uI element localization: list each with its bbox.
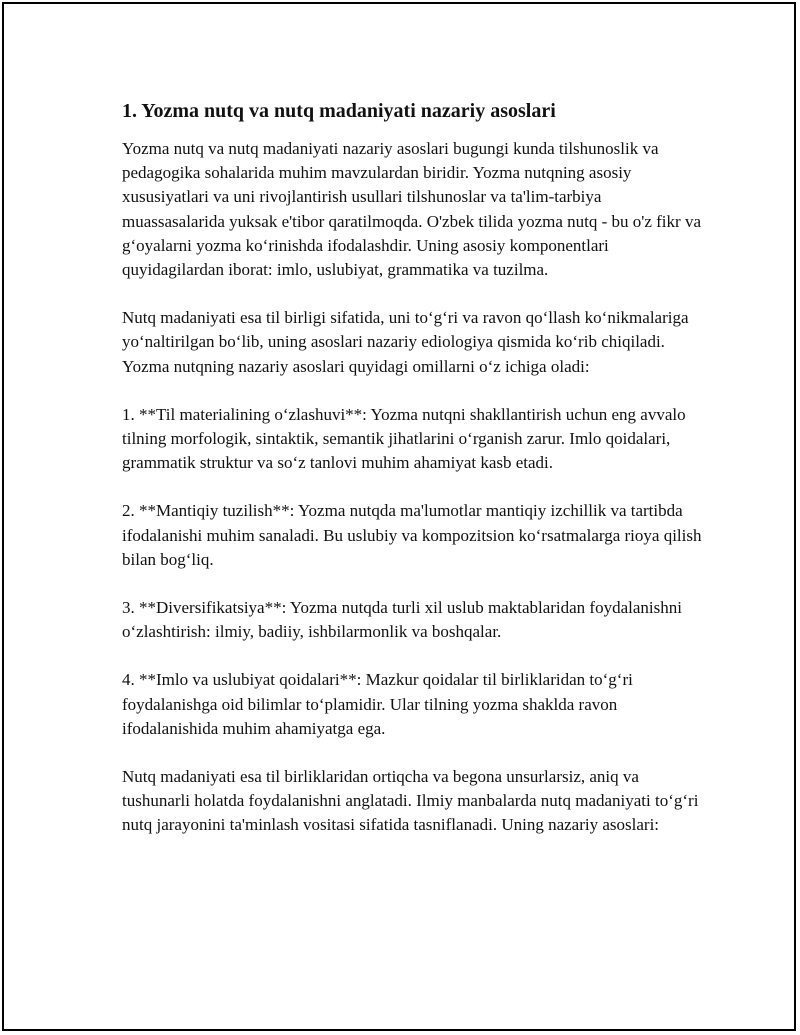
- section-title: 1. Yozma nutq va nutq madaniyati nazariy asoslari: [122, 100, 556, 122]
- paragraph-speech-culture: Nutq madaniyati esa til birligi sifatida, uni to‘g‘ri va ravon qo‘llash ko‘nikmalariga yo‘naltirilgan bo‘lib, uning asoslari nazariy ediologiya qismida ko‘rib chiqiladi. Yozma nutqning nazariy asoslari quyidagi omillarni o‘z ichiga oladi:: [122, 308, 689, 376]
- page-frame: [2, 2, 796, 1031]
- document-body: [122, 99, 702, 862]
- paragraph-conclusion: Nutq madaniyati esa til birliklaridan ortiqcha va begona unsurlarsiz, aniq va tushunarli holatda foydalanishni anglatadi. Ilmiy manbalarda nutq madaniyati to‘g‘ri nutq jarayonini ta'minlash vositasi sifatida tasniflanadi. Uning nazariy asoslari:: [122, 767, 699, 835]
- list-item-4: 4. **Imlo va uslubiyat qoidalari**: Mazkur qoidalar til birliklaridan to‘g‘ri foydalanishga oid bilimlar to‘plamidir. Ular tilning yozma shaklda ravon ifodalanishida muhim ahamiyatga ega.: [122, 670, 633, 738]
- paragraph-intro: Yozma nutq va nutq madaniyati nazariy asoslari bugungi kunda tilshunoslik va pedagogika sohalarida muhim mavzulardan biridir. Yozma nutqning asosiy xususiyatlari va uni rivojlantirish usullari tilshunoslar va ta'lim-tarbiya muassasalarida yuksak e'tibor qaratilmoqda. O'zbek tilida yozma nutq - bu o'z fikr va g‘oyalarni yozma ko‘rinishda ifodalashdir. Uning asosiy komponentlari quyidagilardan iborat: imlo, uslubiyat, grammatika va tuzilma.: [122, 139, 701, 280]
- list-item-3: 3. **Diversifikatsiya**: Yozma nutqda turli xil uslub maktablaridan foydalanishni o‘zlashtirish: ilmiy, badiiy, ishbilarmonlik va boshqalar.: [122, 598, 682, 642]
- list-item-2: 2. **Mantiqiy tuzilish**: Yozma nutqda ma'lumotlar mantiqiy izchillik va tartibda ifodalanishi muhim sanaladi. Bu uslubiy va kompozitsion ko‘rsatmalarga rioya qilish bilan bog‘liq.: [122, 501, 702, 569]
- list-item-1: 1. **Til materialining o‘zlashuvi**: Yozma nutqni shakllantirish uchun eng avvalo tilning morfologik, sintaktik, semantik jihatlarini o‘rganish zarur. Imlo qoidalari, grammatik struktur va so‘z tanlovi muhim ahamiyat kasb etadi.: [122, 404, 686, 473]
